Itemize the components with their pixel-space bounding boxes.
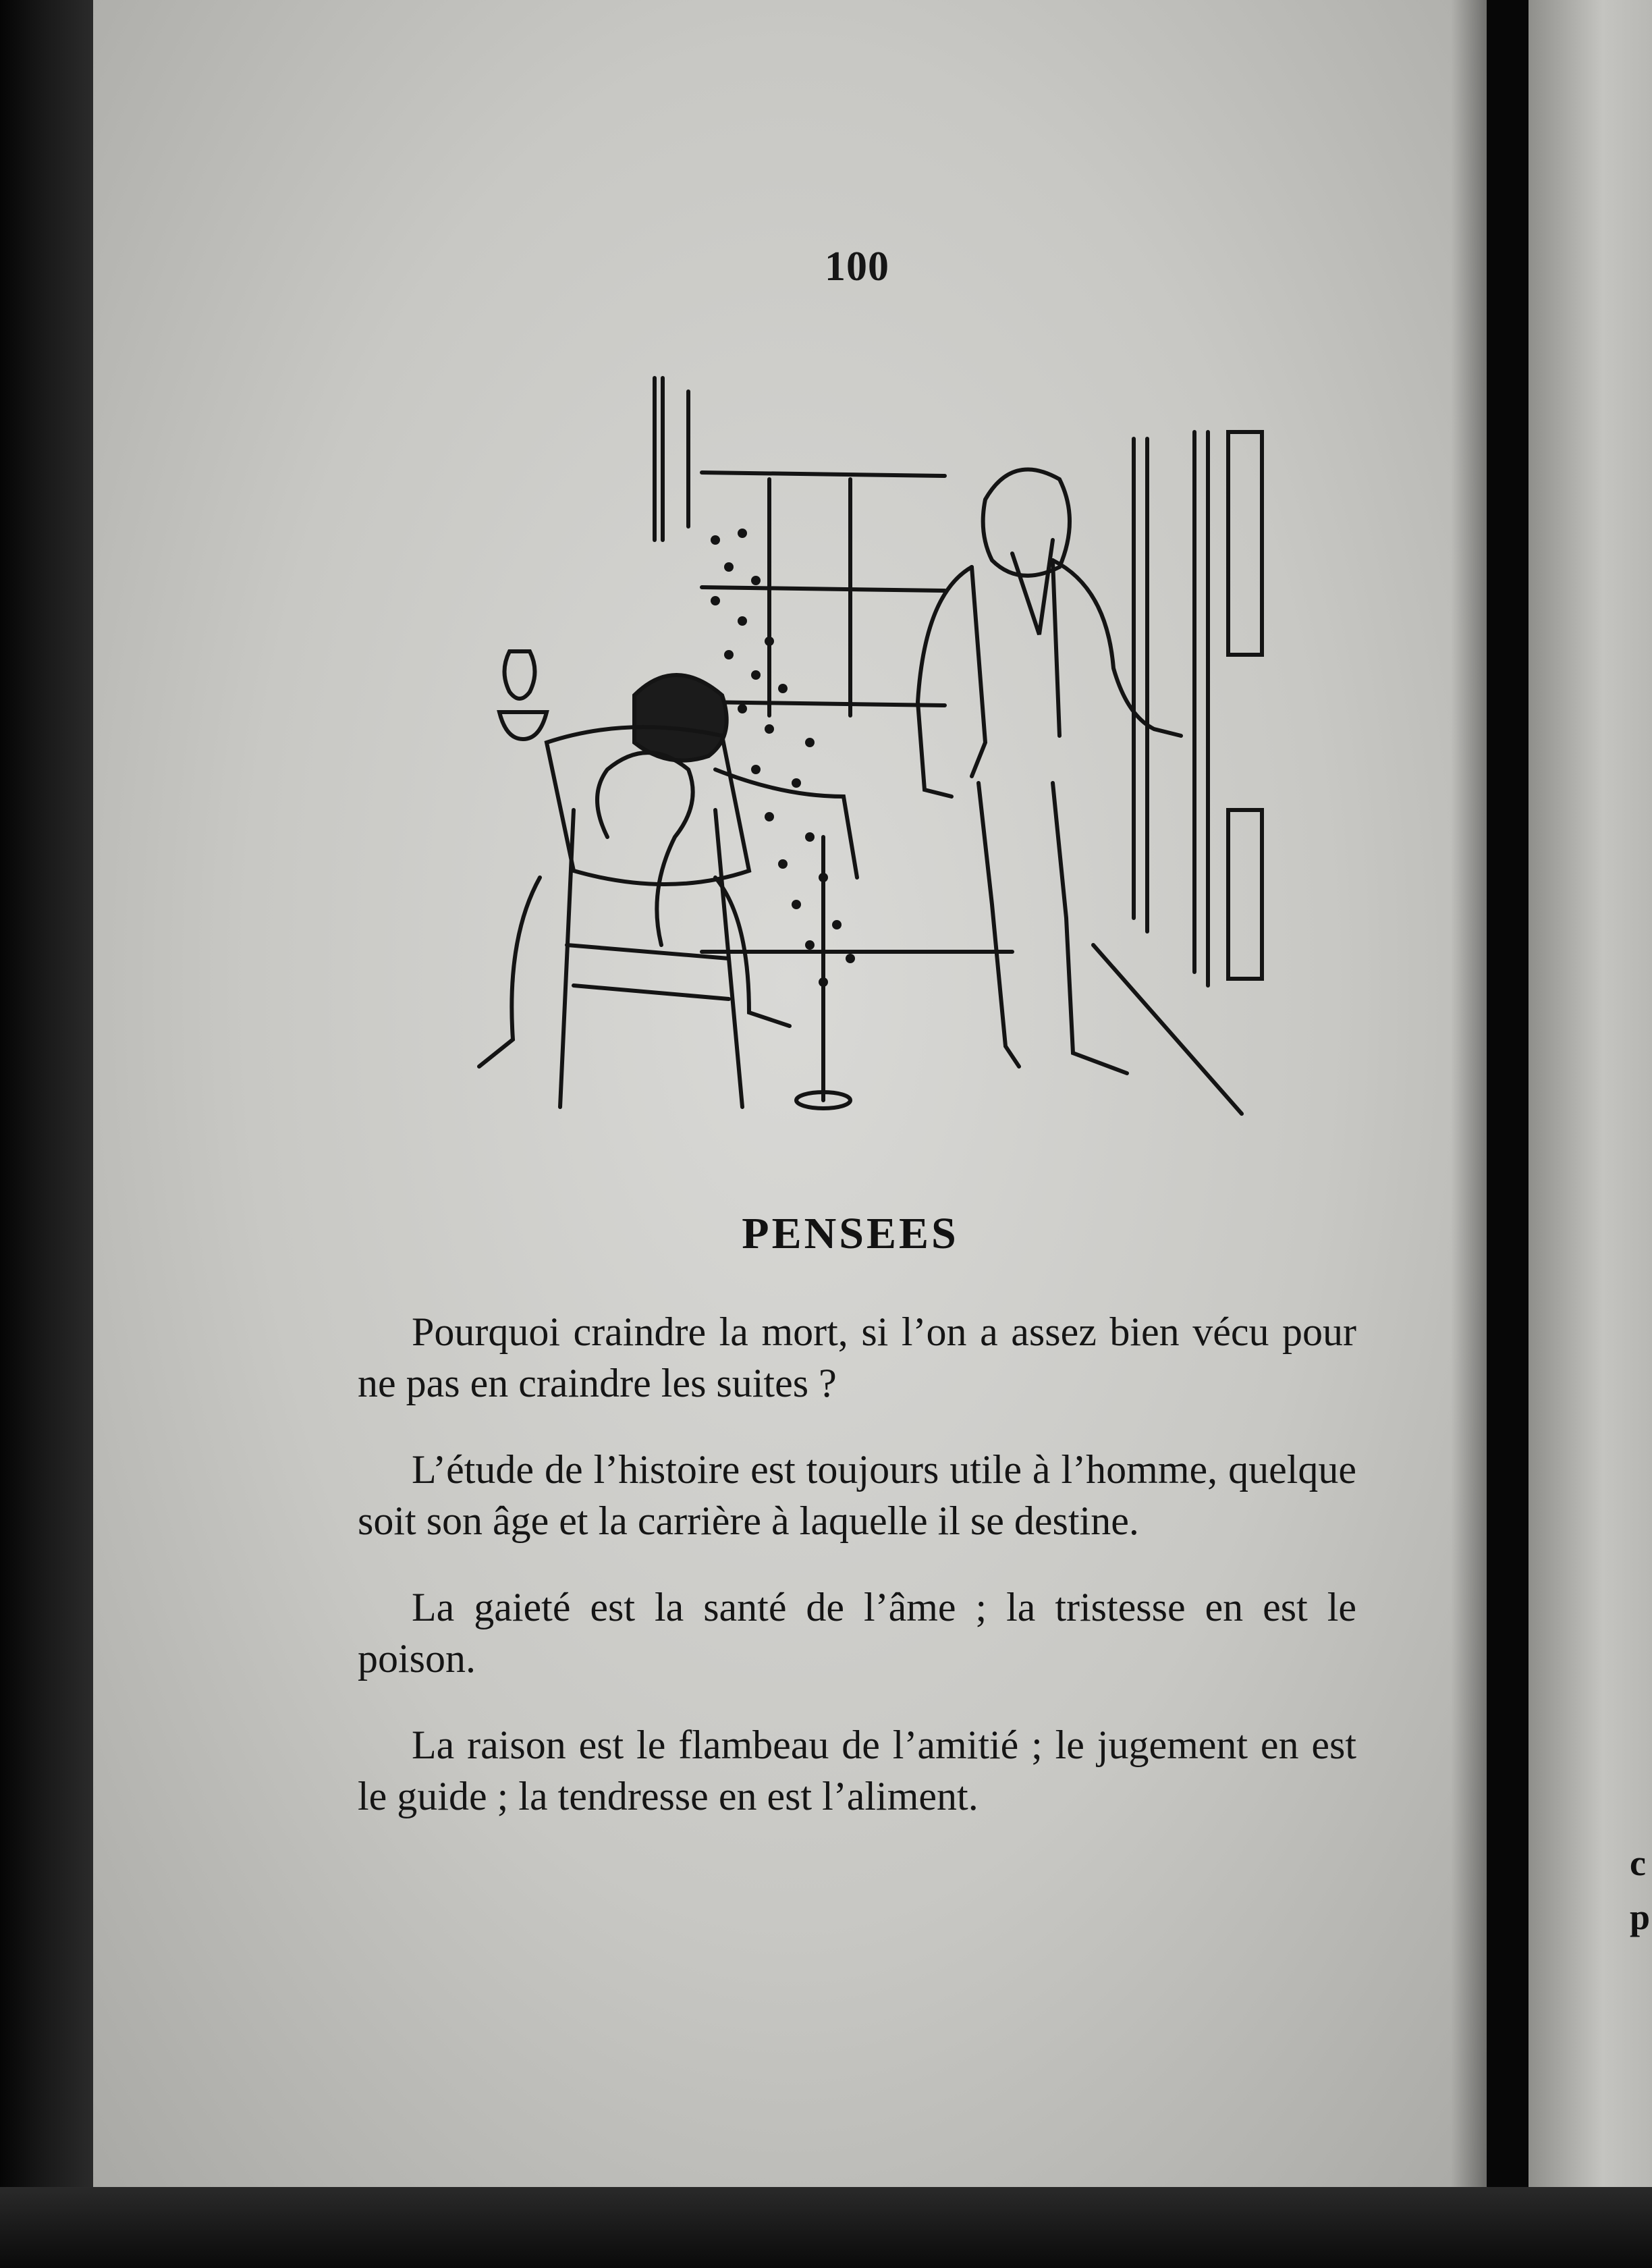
standing-man-drawing <box>918 469 1181 1073</box>
page-number: 100 <box>825 244 889 290</box>
book-binding-edge <box>0 0 94 2268</box>
section-heading: PENSEES <box>742 1209 959 1258</box>
book-gutter <box>1488 0 1529 2268</box>
engraving-illustration <box>337 364 1282 1174</box>
body-text <box>358 1306 1356 1857</box>
curtain-pattern <box>711 529 855 987</box>
door-drawing <box>1093 432 1262 1114</box>
facing-page-edge-text <box>1630 1836 1650 1944</box>
window-drawing <box>655 378 1012 952</box>
paragraph: La raison est le flambeau de l’amitié ; le jugement en est le guide ; la tendresse en est l’aliment. <box>358 1723 1356 1818</box>
paragraph: La gaieté est la santé de l’âme ; la tristesse en est le poison. <box>358 1585 1356 1681</box>
edge-letter: c <box>1630 1843 1646 1883</box>
edge-letter: p <box>1630 1897 1651 1937</box>
paragraph: Pourquoi craindre la mort, si l’on a assez bien vécu pour ne pas en craindre les suites ? <box>358 1310 1356 1405</box>
oil-lamp-drawing <box>499 651 547 739</box>
paragraph: L’étude de l’histoire est toujours utile à l’homme, quelque soit son âge et la carrière à laquelle il se destine. <box>358 1447 1356 1543</box>
scan-bottom-border <box>0 2187 1652 2268</box>
